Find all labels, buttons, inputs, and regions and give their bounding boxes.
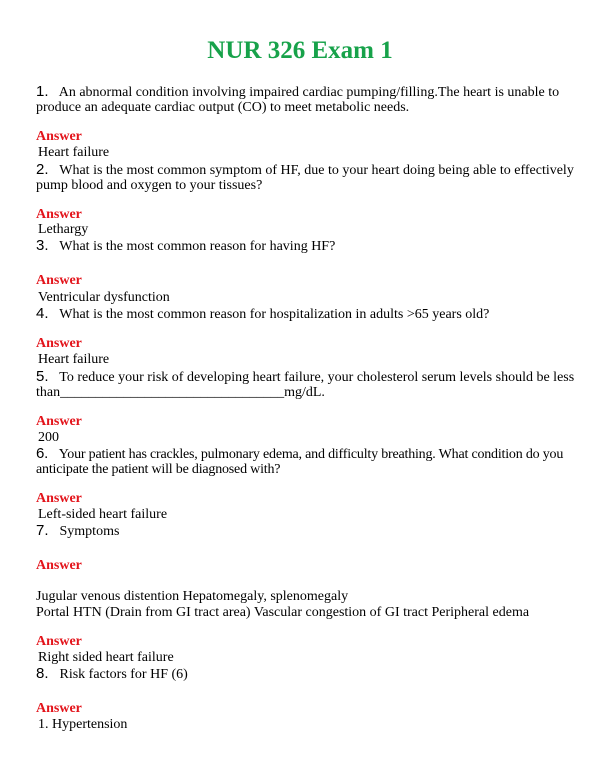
question-1 bbox=[36, 84, 559, 101]
question-number: 6. bbox=[36, 445, 49, 462]
answer-7-text-line3: Right sided heart failure bbox=[38, 650, 174, 665]
question-2-line2: pump blood and oxygen to your tissues? bbox=[36, 178, 263, 193]
answer-5-text: 200 bbox=[38, 430, 59, 445]
question-text: To reduce your risk of developing heart failure, your cholesterol serum levels should be less bbox=[59, 370, 575, 385]
question-4 bbox=[36, 306, 489, 323]
question-text: What is the most common reason for having HF? bbox=[59, 239, 336, 254]
question-number: 5. bbox=[36, 368, 49, 385]
question-3 bbox=[36, 238, 335, 255]
answer-label: Answer bbox=[36, 558, 82, 573]
question-number: 3. bbox=[36, 237, 49, 254]
answer-label: Answer bbox=[36, 491, 82, 506]
question-text: What is the most common reason for hospitalization in adults >65 years old? bbox=[59, 307, 490, 322]
question-number: 7. bbox=[36, 522, 49, 539]
answer-label: Answer bbox=[36, 414, 82, 429]
answer-label: Answer bbox=[36, 273, 82, 288]
answer-2-text: Lethargy bbox=[38, 222, 89, 237]
question-5-line2: than________________________________mg/dL. bbox=[36, 385, 325, 400]
answer-7-text-line2: Portal HTN (Drain from GI tract area) Vascular congestion of GI tract Peripheral edema bbox=[36, 605, 530, 620]
answer-1-text: Heart failure bbox=[38, 145, 110, 160]
question-6-line2: anticipate the patient will be diagnosed with? bbox=[36, 462, 281, 477]
page-title: NUR 326 Exam 1 bbox=[207, 37, 393, 64]
answer-label: Answer bbox=[36, 129, 82, 144]
question-number: 2. bbox=[36, 161, 49, 178]
answer-6-text: Left-sided heart failure bbox=[38, 507, 168, 522]
question-8 bbox=[36, 666, 188, 683]
question-text: Symptoms bbox=[59, 524, 120, 539]
question-1-line2: produce an adequate cardiac output (CO) to meet metabolic needs. bbox=[36, 100, 410, 115]
question-text: Your patient has crackles, pulmonary edema, and difficulty breathing. What condition do you bbox=[58, 447, 564, 462]
question-text: Risk factors for HF (6) bbox=[59, 667, 188, 682]
answer-label: Answer bbox=[36, 634, 82, 649]
question-text: An abnormal condition involving impaired cardiac pumping/filling.The heart is unable to bbox=[58, 85, 560, 100]
question-text: What is the most common symptom of HF, due to your heart doing being able to effectively bbox=[59, 163, 574, 178]
answer-7-text-line1: Jugular venous distention Hepatomegaly, splenomegaly bbox=[36, 589, 349, 604]
question-number: 1. bbox=[36, 83, 49, 100]
question-6 bbox=[36, 446, 563, 463]
question-5 bbox=[36, 369, 574, 386]
answer-label: Answer bbox=[36, 701, 82, 716]
question-number: 4. bbox=[36, 305, 49, 322]
answer-4-text: Heart failure bbox=[38, 352, 110, 367]
question-number: 8. bbox=[36, 665, 49, 682]
answer-3-text: Ventricular dysfunction bbox=[38, 290, 170, 305]
question-2 bbox=[36, 162, 574, 179]
answer-label: Answer bbox=[36, 336, 82, 351]
answer-8-text: 1. Hypertension bbox=[38, 717, 128, 732]
answer-label: Answer bbox=[36, 207, 82, 222]
question-7 bbox=[36, 523, 119, 540]
